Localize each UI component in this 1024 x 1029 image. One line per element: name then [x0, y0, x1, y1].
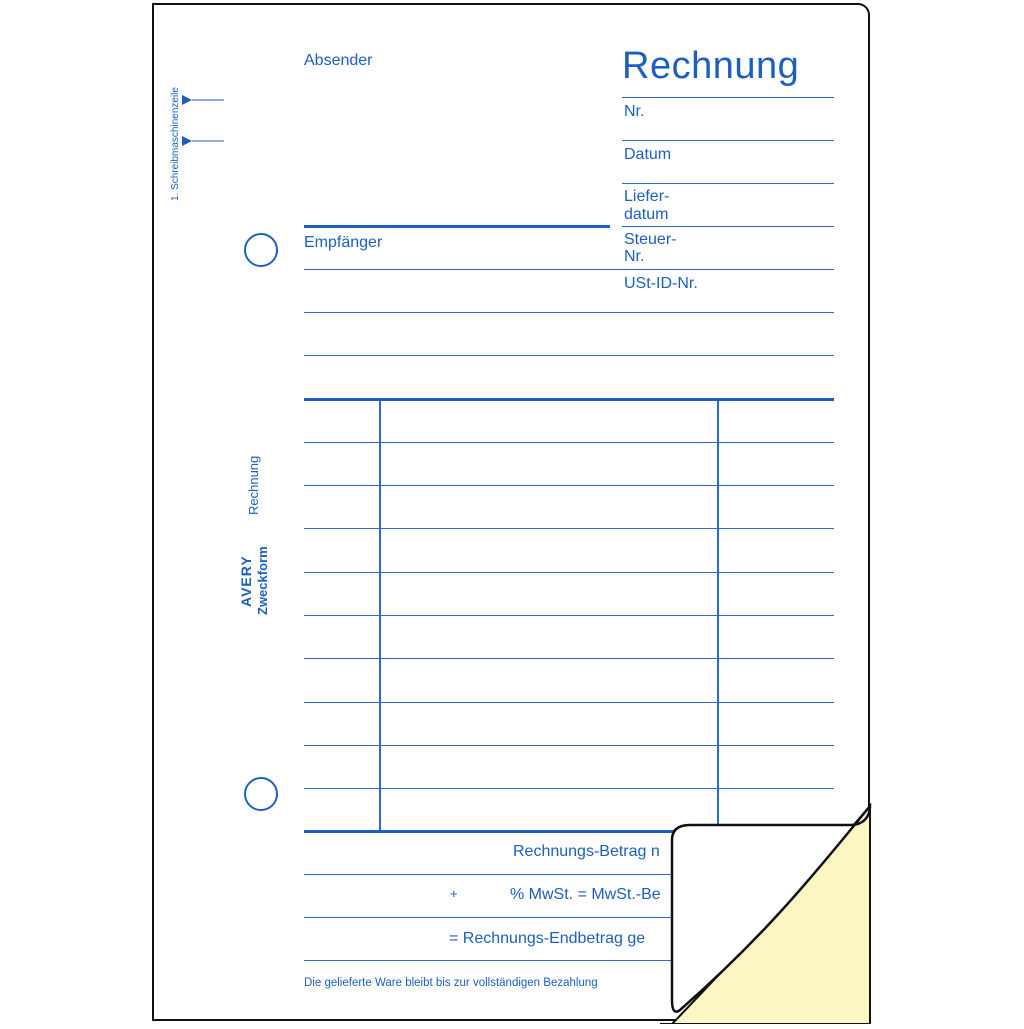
field-ustid-label: USt-ID-Nr. [624, 275, 698, 292]
recipient-line [304, 355, 834, 356]
side-title: Rechnung [246, 455, 261, 515]
field-steuer-label-2: Nr. [624, 248, 645, 265]
punch-hole-bottom-icon [244, 777, 278, 811]
table-row [304, 615, 834, 616]
footer-note-left: Die gelieferte Ware bleibt bis zur vollständigen Bezahlung [304, 977, 598, 989]
sender-label: Absender [304, 52, 373, 69]
field-line [622, 183, 834, 184]
field-line [622, 140, 834, 141]
table-row [304, 745, 834, 746]
arrow-marker-1-icon [182, 93, 224, 111]
summary-vat-amount: % MwSt. = MwSt.-Be [510, 886, 661, 903]
table-row [304, 572, 834, 573]
table-row [304, 702, 834, 703]
table-row [304, 528, 834, 529]
sender-underline [304, 225, 610, 228]
typewriter-line-note: 1. Schreibmaschinenzeile [170, 87, 181, 201]
recipient-label: Empfänger [304, 234, 383, 251]
table-column-divider-2 [717, 401, 719, 831]
table-row [304, 485, 834, 486]
table-row [304, 788, 834, 789]
field-datum-label: Datum [624, 146, 672, 163]
table-column-divider-1 [379, 401, 381, 831]
field-steuer-label-1: Steuer- [624, 231, 677, 248]
brand-avery-logo: AVERY [238, 555, 254, 607]
page-curl-carbon-copy [660, 800, 872, 1024]
field-line [622, 226, 834, 227]
summary-total-amount: = Rechnungs-Endbetrag ge [449, 930, 646, 947]
brand-zweckform-logo: Zweckform [255, 546, 270, 615]
field-line [622, 97, 834, 98]
table-top-border [304, 398, 834, 401]
field-lieferdatum-label-2: datum [624, 206, 669, 223]
punch-hole-top-icon [244, 233, 278, 267]
field-lieferdatum-label-1: Liefer- [624, 188, 670, 205]
table-row [304, 442, 834, 443]
summary-plus-sign: + [450, 886, 458, 901]
field-nr-label: Nr. [624, 103, 645, 120]
recipient-line [304, 312, 834, 313]
recipient-line [304, 269, 834, 270]
summary-net-amount: Rechnungs-Betrag n [513, 843, 660, 860]
invoice-title: Rechnung [622, 45, 800, 87]
arrow-marker-2-icon [182, 134, 224, 152]
table-row [304, 658, 834, 659]
